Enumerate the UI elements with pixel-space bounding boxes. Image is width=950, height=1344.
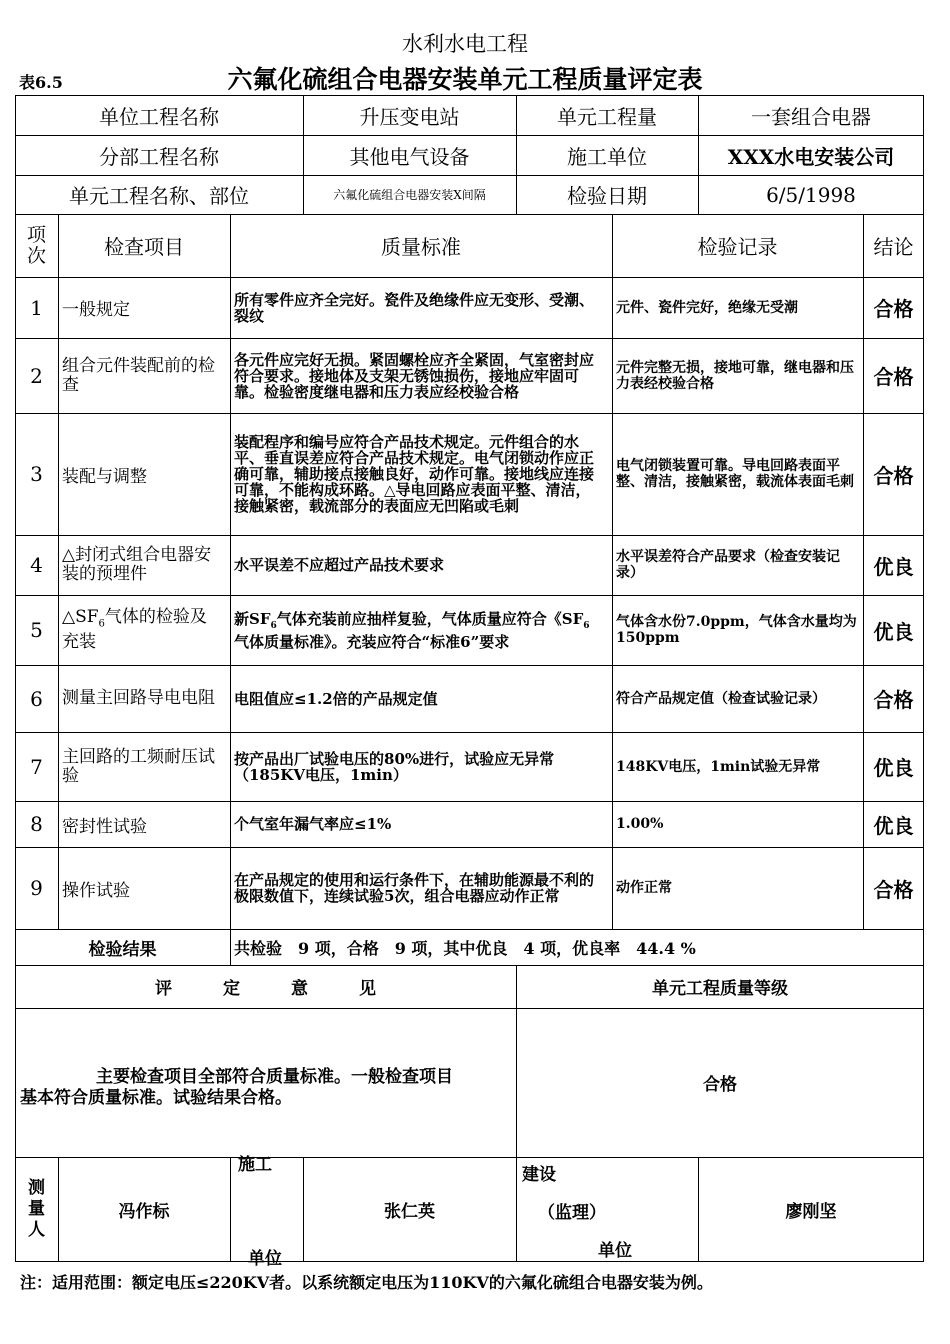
standard-text: 新SF bbox=[234, 609, 271, 628]
standard-text: 气体质量标准》。充装应符合“标准6”要求 bbox=[234, 632, 510, 651]
top-title: 水利水电工程 bbox=[402, 32, 528, 56]
inspection-record: 电气闭锁装置可靠。导电回路表面平整、清洁，接触紧密，载流体表面毛刺 bbox=[616, 458, 854, 490]
subscript: 6 bbox=[98, 618, 105, 630]
sub-project-value: 其他电气设备 bbox=[349, 144, 470, 169]
conclusion: 合格 bbox=[873, 688, 914, 712]
conclusion: 优良 bbox=[873, 756, 914, 780]
row-number: 1 bbox=[30, 295, 43, 320]
check-item: 操作试验 bbox=[62, 880, 130, 901]
conclusion: 合格 bbox=[873, 365, 914, 389]
row-number: 9 bbox=[30, 876, 43, 900]
quality-standard: 电阻值应≤1.2倍的产品规定值 bbox=[234, 689, 438, 708]
inspection-record: 水平误差符合产品要求（检查安装记录） bbox=[616, 549, 840, 581]
column-header-standard: 质量标准 bbox=[381, 235, 461, 259]
quality-standard: 装配程序和编号应符合产品技术规定。元件组合的水平、垂直误差应符合产品技术规定。电气闭锁动作应正确可靠，辅助接点接触良好，动作可靠。接地线应连接可靠，不能构成环路。△导电回路应表面平整、清洁，接触紧密，载流部分的表面应无凹陷或毛刺 bbox=[234, 433, 595, 515]
construction-unit-sign-label: 单位 bbox=[248, 1249, 282, 1269]
construction-signer-name: 张仁英 bbox=[384, 1202, 435, 1222]
inspection-result-text: 共检验 9 项，合格 9 项，其中优良 4 项，优良率 44.4 % bbox=[234, 938, 696, 958]
conclusion: 合格 bbox=[873, 463, 914, 488]
quality-standard: 水平误差不应超过产品技术要求 bbox=[234, 556, 445, 574]
row-number: 3 bbox=[30, 462, 43, 486]
inspection-date-value: 6/5/1998 bbox=[766, 182, 856, 207]
unit-project-label: 单位工程名称 bbox=[99, 104, 219, 129]
quality-standard: 按产品出厂试验电压的80%进行，试验应无异常（185KV电压，1min） bbox=[234, 749, 555, 784]
quality-standard: 所有零件应齐全完好。瓷件及绝缘件应无变形、受潮、裂纹 bbox=[234, 290, 595, 325]
subscript: 6 bbox=[583, 620, 590, 631]
evaluation-opinion-label: 评 定 意 见 bbox=[155, 979, 376, 999]
check-item: 一般规定 bbox=[62, 300, 130, 320]
evaluation-opinion-line2: 基本符合质量标准。试验结果合格。 bbox=[20, 1088, 292, 1108]
col-divider bbox=[230, 1157, 231, 1262]
unit-project-value: 升压变电站 bbox=[359, 104, 460, 129]
row-number: 5 bbox=[30, 618, 43, 642]
inspection-record: 气体含水份7.0ppm，气体含水量均为150ppm bbox=[616, 614, 857, 646]
supervision-signer-name: 廖刚坚 bbox=[785, 1202, 837, 1222]
conclusion: 合格 bbox=[873, 297, 914, 321]
row-number: 4 bbox=[30, 553, 43, 577]
construction-unit-value: XXX水电安装公司 bbox=[727, 144, 895, 169]
construction-unit-label: 施工单位 bbox=[567, 144, 647, 169]
unit-quantity-value: 一套组合电器 bbox=[751, 104, 871, 129]
inspection-record: 符合产品规定值（检查试验记录） bbox=[616, 690, 826, 707]
inspection-record: 148KV电压，1min试验无异常 bbox=[616, 758, 821, 775]
conclusion: 合格 bbox=[873, 877, 914, 902]
page-title: 六氟化硫组合电器安装单元工程质量评定表 bbox=[227, 65, 703, 94]
column-header-conclusion: 结论 bbox=[873, 235, 914, 259]
check-item: 装配与调整 bbox=[62, 466, 147, 487]
footnote: 注：适用范围：额定电压≤220KV者。以系统额定电压为110KV的六氟化硫组合电器安装为例。 bbox=[20, 1273, 713, 1292]
inspection-result-label: 检验结果 bbox=[88, 939, 157, 960]
quality-standard: 个气室年漏气率应≤1% bbox=[234, 815, 392, 833]
check-item-text: △SF bbox=[62, 606, 99, 627]
check-item: 密封性试验 bbox=[62, 816, 147, 837]
inspection-record: 动作正常 bbox=[616, 880, 672, 896]
conclusion: 优良 bbox=[873, 813, 914, 838]
column-header-record: 检验记录 bbox=[697, 235, 778, 259]
check-item: 测量主回路导电电阻 bbox=[62, 688, 215, 708]
unit-name-label: 单元工程名称、部位 bbox=[69, 184, 249, 208]
inspection-record: 元件完整无损，接地可靠，继电器和压力表经校验合格 bbox=[616, 359, 854, 392]
conclusion: 优良 bbox=[873, 554, 914, 579]
unit-name-value: 六氟化硫组合电器安装X间隔 bbox=[333, 188, 486, 202]
check-item: 组合元件装配前的检查 bbox=[62, 355, 215, 395]
column-header-item: 检查项目 bbox=[104, 235, 184, 259]
check-item: △封闭式组合电器安装的预埋件 bbox=[62, 545, 212, 584]
row-number: 6 bbox=[30, 686, 43, 711]
supervision-unit-label: 单位 bbox=[598, 1241, 632, 1261]
quality-grade-label: 单元工程质量等级 bbox=[652, 979, 788, 999]
inspection-record: 1.00% bbox=[616, 816, 664, 832]
check-item-text: 气体的检验及充装 bbox=[62, 606, 207, 653]
surveyor-label: 测量人 bbox=[28, 1178, 45, 1240]
unit-quantity-label: 单元工程量 bbox=[557, 104, 657, 129]
inspection-date-label: 检验日期 bbox=[567, 184, 647, 208]
quality-standard: 各元件应完好无损。紧固螺栓应齐全紧固，气室密封应符合要求。接地体及支架无锈蚀损伤，接地应牢固可靠。检验密度继电器和压力表应经校验合格 bbox=[234, 350, 595, 401]
row-number: 7 bbox=[30, 754, 43, 779]
subscript: 6 bbox=[270, 620, 277, 631]
supervision-unit-label: 建设 bbox=[522, 1165, 556, 1185]
col-divider bbox=[516, 1157, 517, 1262]
supervision-unit-label: （监理） bbox=[538, 1203, 606, 1223]
sub-project-label: 分部工程名称 bbox=[99, 144, 219, 169]
quality-standard: 在产品规定的使用和运行条件下，在辅助能源最不利的极限数值下，连续试验5次，组合电器应动作正常 bbox=[234, 871, 595, 905]
conclusion: 优良 bbox=[873, 619, 914, 644]
check-item bbox=[58, 595, 230, 665]
standard-text: 气体充装前应抽样复验，气体质量应符合《SF bbox=[276, 609, 584, 628]
column-header-no: 项次 bbox=[27, 223, 47, 267]
table-number: 表6.5 bbox=[19, 73, 63, 92]
construction-unit-sign-label: 施工 bbox=[238, 1155, 272, 1175]
row-number: 2 bbox=[30, 363, 43, 388]
inspection-record: 元件、瓷件完好，绝缘无受潮 bbox=[616, 299, 798, 316]
row-number: 8 bbox=[30, 812, 43, 836]
quality-grade-value: 合格 bbox=[703, 1075, 737, 1095]
quality-standard bbox=[230, 595, 612, 665]
check-item: 主回路的工频耐压试验 bbox=[62, 746, 215, 786]
surveyor-name: 冯作标 bbox=[118, 1202, 170, 1222]
evaluation-opinion-line1: 主要检查项目全部符合质量标准。一般检查项目 bbox=[96, 1067, 453, 1087]
